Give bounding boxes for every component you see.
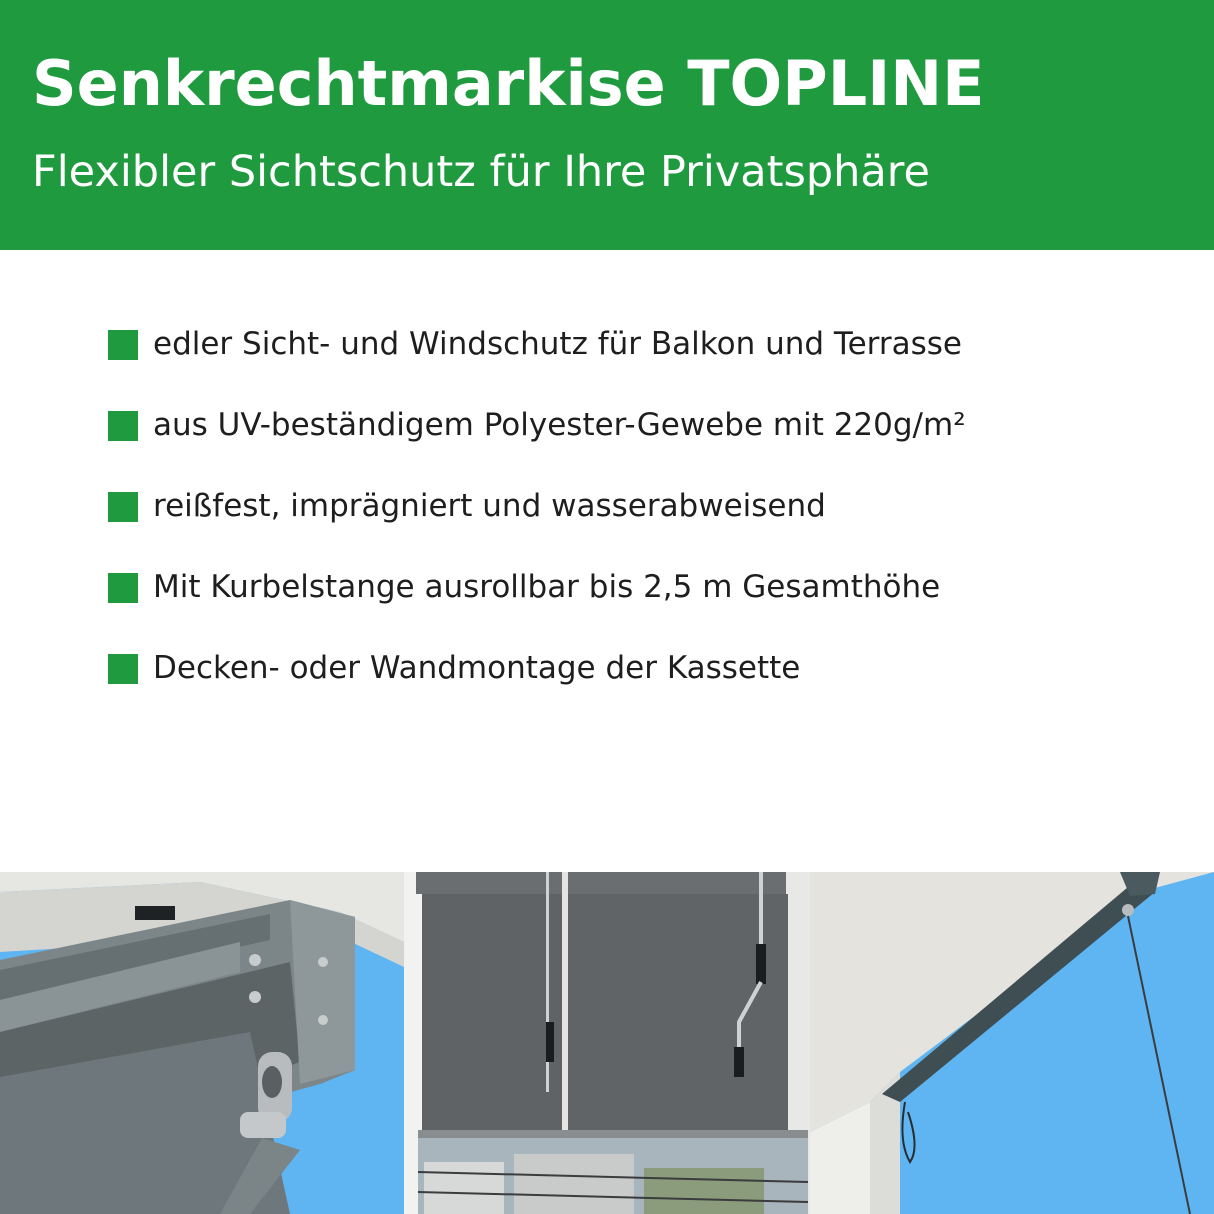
balcony-awning-photo — [404, 872, 810, 1214]
page-subtitle: Flexibler Sichtschutz für Ihre Privatsphäre — [32, 147, 930, 197]
green-square-bullet-icon — [108, 573, 138, 603]
green-square-bullet-icon — [108, 411, 138, 441]
green-square-bullet-icon — [108, 654, 138, 684]
cassette-closeup-photo — [0, 872, 404, 1214]
feature-text: Mit Kurbelstange ausrollbar bis 2,5 m Gesamthöhe — [153, 569, 941, 605]
ceiling-mount-photo — [810, 872, 1214, 1214]
feature-text: Decken- oder Wandmontage der Kassette — [153, 650, 801, 686]
feature-text: reißfest, imprägniert und wasserabweisend — [153, 488, 826, 524]
feature-text: aus UV-beständigem Polyester-Gewebe mit 220g/m² — [153, 407, 966, 443]
green-square-bullet-icon — [108, 492, 138, 522]
feature-text: edler Sicht- und Windschutz für Balkon und Terrasse — [153, 326, 962, 362]
green-square-bullet-icon — [108, 330, 138, 360]
page-title: Senkrechtmarkise TOPLINE — [32, 47, 985, 120]
header-banner — [0, 0, 1214, 250]
